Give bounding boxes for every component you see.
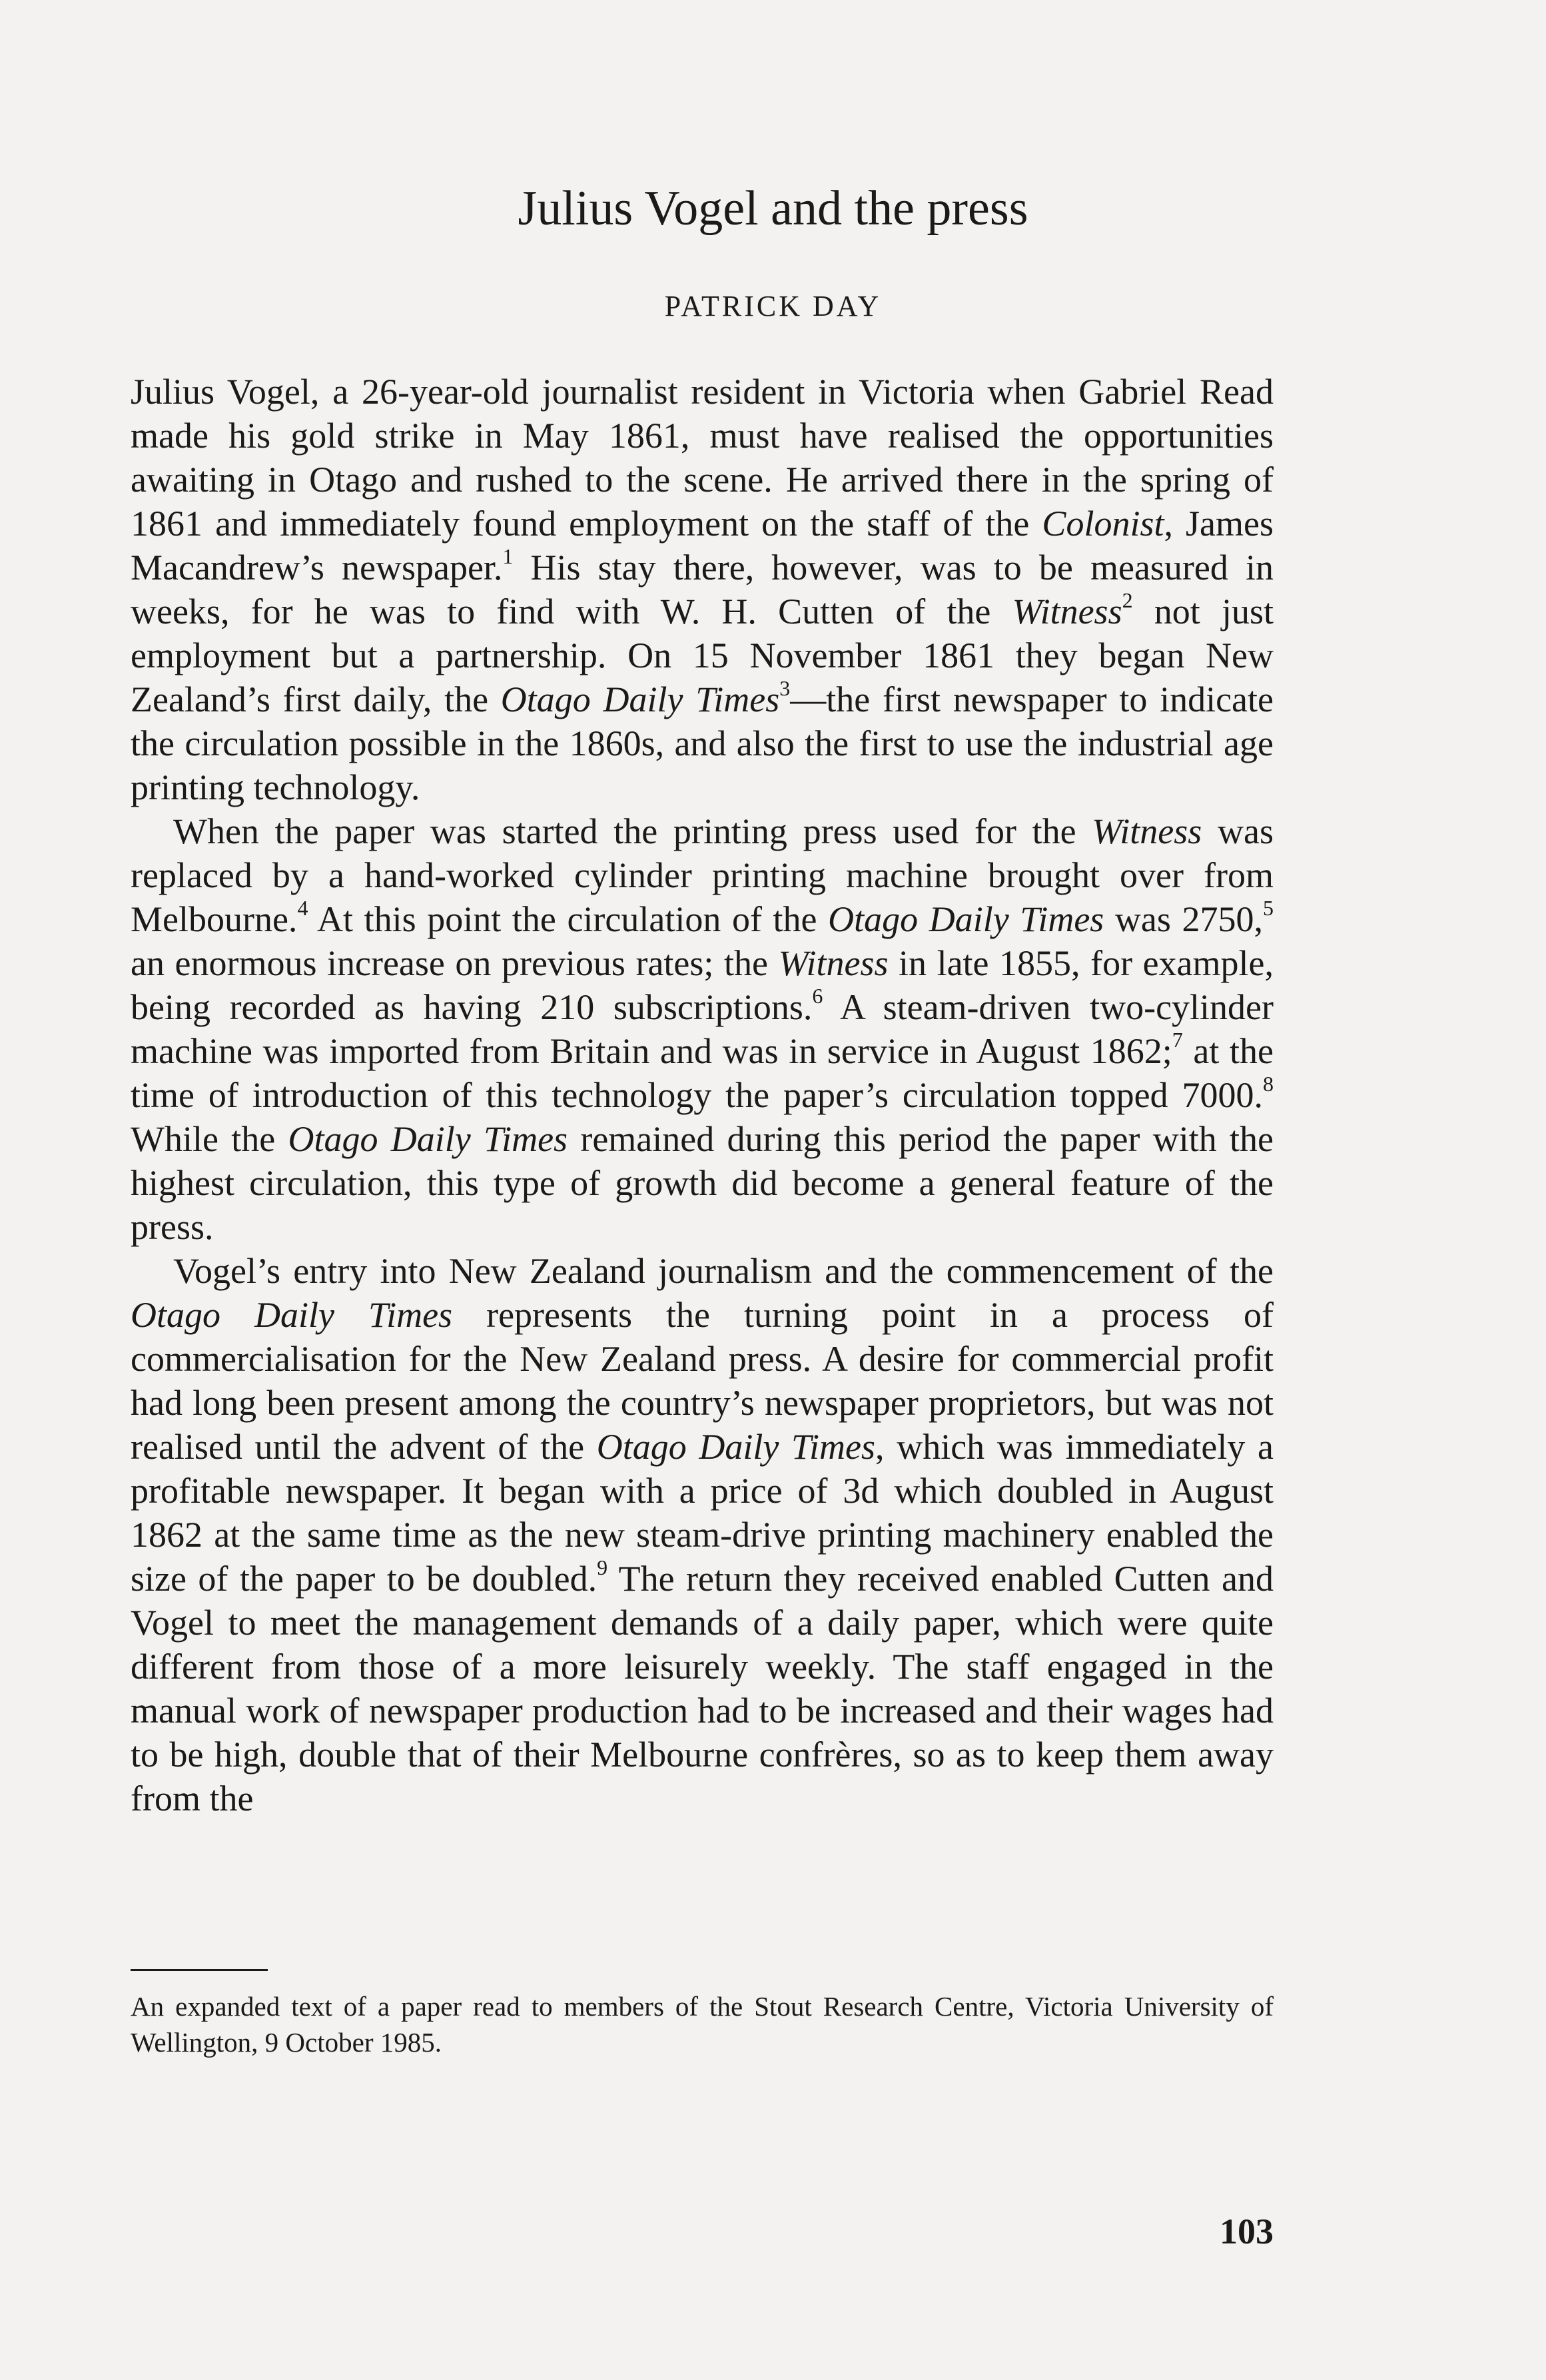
footnote: An expanded text of a paper read to members of the Stout Research Centre, Victoria University of Wellington, 9 October 1985.: [131, 1991, 1274, 2058]
footnote-reference: 3: [779, 676, 791, 700]
publication-title: Colonist: [1042, 504, 1164, 544]
footnote-reference: 4: [297, 896, 308, 920]
article-author: PATRICK DAY: [664, 290, 882, 322]
footnote-reference: 8: [1263, 1072, 1274, 1096]
footnote-reference: 2: [1122, 588, 1133, 612]
page-number: 103: [1220, 2211, 1274, 2251]
publication-title: Witness: [1092, 811, 1202, 851]
publication-title: Otago Daily Times: [288, 1119, 568, 1159]
footnote-divider: [131, 1969, 268, 1971]
footnote-reference: 6: [812, 984, 823, 1008]
publication-title: Otago Daily Times: [596, 1427, 876, 1467]
publication-title: Otago Daily Times: [131, 1295, 453, 1335]
paragraph-1: Julius Vogel, a 26-year-old journalist resident in Victoria when Gabriel Read made his gold strike in May 1861, must have realised the opportunities awaiting in Otago and rushed to the scene. He arrived there in the spring of 1861 and immediately found employment on the staff of the Colonist, James Macandrew’s newspaper.$^1$ His stay there, however, was to be measured in weeks, for he was to find with W. H. Cutten of the Witness$^2$ not just employment but a partnership. On 15 November 1861 they began New Zealand’s first daily, the Otago Daily Times$^3$—the first newspaper to indicate the circulation possible in the 1860s, and also the first to use the industrial age printing technology.: [131, 372, 1274, 807]
footnote-reference: 9: [597, 1555, 608, 1579]
footnote-reference: 5: [1263, 896, 1274, 920]
footnote-reference: 7: [1172, 1028, 1183, 1052]
paragraph-3: Vogel’s entry into New Zealand journalism and the commencement of the Otago Daily Times represents the turning point in a process of commercialisation for the New Zealand press. A desire for commercial profit had long been present among the country’s newspaper proprietors, but was not realised until the advent of the Otago Daily Times, which was immediately a profitable newspaper. It began with a price of 3d which doubled in August 1862 at the same time as the new steam-drive printing machinery enabled the size of the paper to be doubled.$^9$ The return they received enabled Cutten and Vogel to meet the management demands of a daily paper, which were quite different from those of a more leisurely weekly. The staff engaged in the manual work of newspaper production had to be increased and their wages had to be high, double that of their Melbourne confrères, so as to keep them away from the: [131, 1251, 1274, 1818]
article-title: Julius Vogel and the press: [518, 181, 1028, 236]
publication-title: Otago Daily Times: [500, 679, 780, 719]
footnote-reference: 1: [502, 544, 514, 568]
publication-title: Witness: [1012, 592, 1122, 631]
paragraph-2: When the paper was started the printing press used for the Witness was replaced by a hand-worked cylinder printing machine brought over from Melbourne.$^4$ At this point the circulation of the Otago Daily Times was 2750,$^5$ an enormous increase on previous rates; the Witness in late 1855, for example, being recorded as having 210 subscriptions.$^6$ A steam-driven two-cylinder machine was imported from Britain and was in service in August 1862;$^7$ at the time of introduction of this technology the paper’s circulation topped 7000.$^8$ While the Otago Daily Times remained during this period the paper with the highest circulation, this type of growth did become a general feature of the press.: [131, 811, 1274, 1247]
publication-title: Otago Daily Times: [828, 899, 1104, 939]
publication-title: Witness: [778, 943, 889, 983]
article-body: [131, 370, 1274, 1820]
